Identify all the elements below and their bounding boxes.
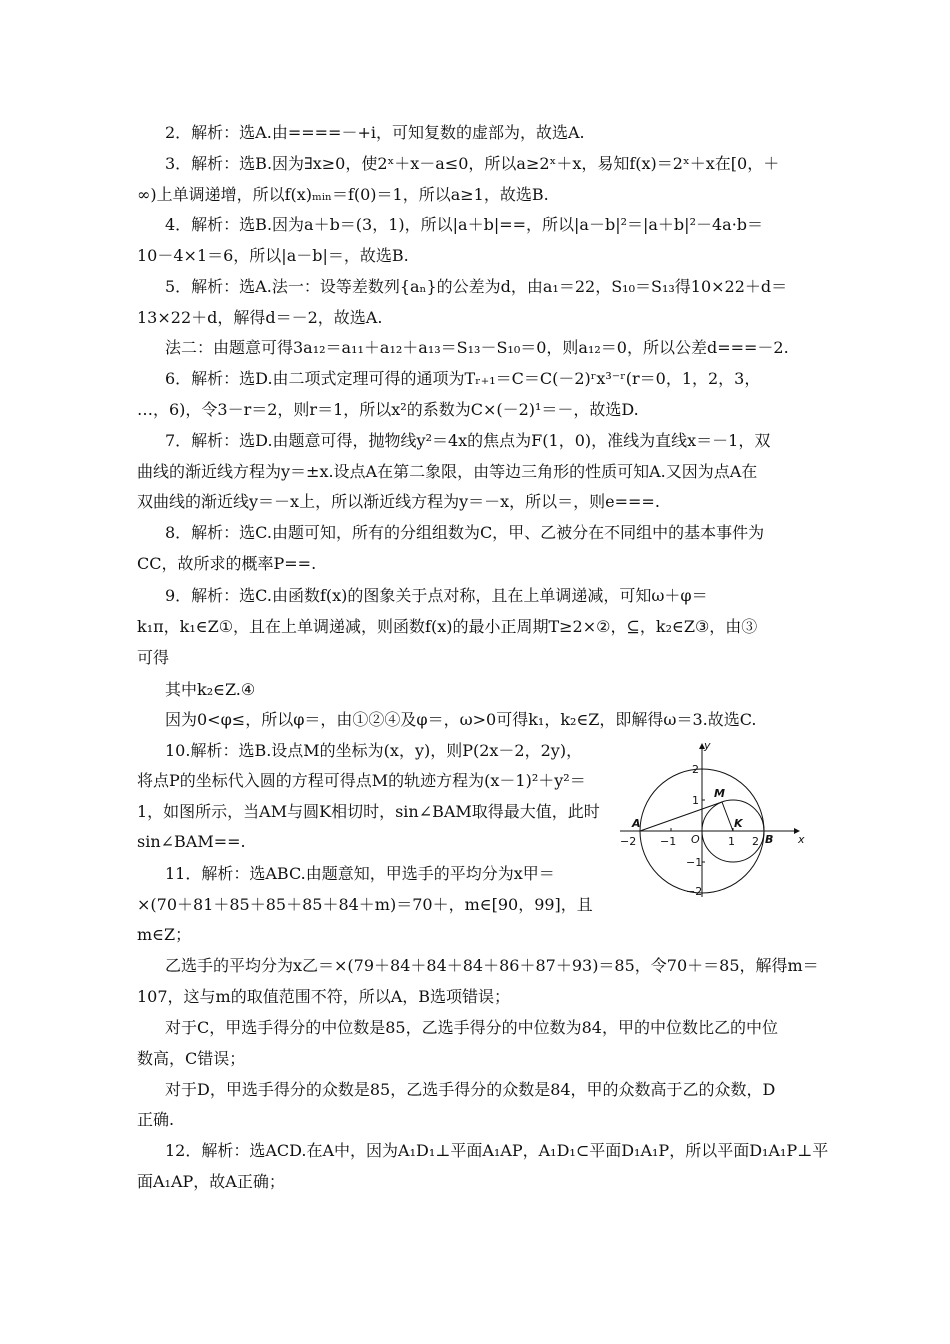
text-line: 5．解析：选A.法一：设等差数列{aₙ}的公差为d，由a₁＝22，S₁₀＝S₁₃得10×22＋d＝ xyxy=(165,277,788,296)
text-line: sin∠BAM==. xyxy=(137,832,246,851)
text-line: 数高，C错误； xyxy=(137,1049,246,1068)
text-line: ×(70＋81＋85＋85＋85＋84＋m)＝70＋，m∈[90，99]，且 xyxy=(137,895,593,914)
text-line: 11．解析：选ABC.由题意知，甲选手的平均分为x甲＝ xyxy=(165,864,555,883)
point-label-b: B xyxy=(765,833,774,846)
point-label-k: K xyxy=(734,817,743,830)
geometry-figure xyxy=(612,735,812,905)
text-line: 将点P的坐标代入圆的方程可得点M的轨迹方程为(x－1)²＋y²＝ xyxy=(137,771,586,790)
text-line: 8．解析：选C.由题可知，所有的分组组数为C，甲、乙被分在不同组中的基本事件为 xyxy=(165,523,765,542)
text-line: 6．解析：选D.由二项式定理可得的通项为Tᵣ₊₁＝C＝C(－2)ʳx³⁻ʳ(r＝0，1，2，3， xyxy=(165,369,761,388)
y-tick-label: −1 xyxy=(686,856,703,869)
text-line: …，6)，令3－r＝2，则r＝1，所以x²的系数为C×(－2)¹＝－，故选D. xyxy=(137,400,639,419)
text-line: 其中k₂∈Z.④ xyxy=(165,680,256,699)
text-line: 10.解析：选B.设点M的坐标为(x，y)，则P(2x－2，2y)， xyxy=(165,741,583,760)
text-line: 曲线的渐近线方程为y＝±x.设点A在第二象限，由等边三角形的性质可知A.又因为点A在 xyxy=(137,462,758,481)
text-line: 对于C，甲选手得分的中位数是85，乙选手得分的中位数为84，甲的中位数比乙的中位 xyxy=(165,1018,778,1037)
text-line: 10－4×1＝6，所以|a－b|＝，故选B. xyxy=(137,246,409,265)
text-line: m∈Z； xyxy=(137,925,192,944)
line-km xyxy=(722,802,733,831)
text-line: 面A₁AP，故A正确； xyxy=(137,1172,285,1191)
text-line: CC，故所求的概率P==. xyxy=(137,554,317,573)
text-line: 7．解析：选D.由题意可得，抛物线y²＝4x的焦点为F(1，0)，准线为直线x＝－1，双 xyxy=(165,431,771,450)
text-line: 法二：由题意可得3a₁₂＝a₁₁＋a₁₂＋a₁₃＝S₁₃－S₁₀＝0，则a₁₂＝0，所以公差d===－2. xyxy=(165,338,789,357)
text-line: 可得 xyxy=(137,648,170,667)
text-line: 4．解析：选B.因为a＋b＝(3，1)，所以|a＋b|==，所以|a－b|²＝|a＋b|²－4a·b＝ xyxy=(165,215,764,234)
text-line: 对于D，甲选手得分的众数是85，乙选手得分的众数是84，甲的众数高于乙的众数，D xyxy=(165,1080,776,1099)
text-line: k₁π，k₁∈Z①，且在上单调递减，则函数f(x)的最小正周期T≥2×②，⊆，k₂∈Z③，由③ xyxy=(137,617,758,636)
x-tick-label: 2 xyxy=(752,835,759,848)
text-line: 因为0<φ≤，所以φ＝，由①②④及φ＝，ω>0可得k₁，k₂∈Z，即解得ω＝3.故选C. xyxy=(165,710,757,729)
text-line: 12．解析：选ACD.在A中，因为A₁D₁⊥平面A₁AP，A₁D₁⊂平面D₁A₁P，所以平面D₁A₁P⊥平 xyxy=(165,1141,829,1160)
y-tick-label: 2 xyxy=(692,763,699,776)
text-line: 1，如图所示，当AM与圆K相切时，sin∠BAM取得最大值，此时 xyxy=(137,802,600,821)
x-tick-label: 1 xyxy=(728,835,735,848)
y-tick-label: 1 xyxy=(692,794,699,807)
point-label-m: M xyxy=(714,787,725,800)
point-label-a: A xyxy=(632,817,641,830)
x-tick-label: −1 xyxy=(660,835,677,848)
text-line: ∞)上单调递增，所以f(x)ₘᵢₙ＝f(0)＝1，所以a≥1，故选B. xyxy=(137,185,549,204)
origin-label: O xyxy=(691,833,700,846)
text-line: 107，这与m的取值范围不符，所以A，B选项错误； xyxy=(137,987,511,1006)
x-tick-label: −2 xyxy=(620,835,637,848)
y-tick-label: −2 xyxy=(686,885,703,898)
text-line: 9．解析：选C.由函数f(x)的图象关于点对称，且在上单调递减，可知ω＋φ＝ xyxy=(165,586,708,605)
text-line: 正确. xyxy=(137,1110,175,1129)
text-line: 2．解析：选A.由====－+i，可知复数的虚部为，故选A. xyxy=(165,123,585,142)
text-line: 双曲线的渐近线y＝－x上，所以渐近线方程为y＝－x，所以＝，则e===. xyxy=(137,492,660,511)
text-line: 3．解析：选B.因为∃x≥0，使2ˣ＋x－a≤0，所以a≥2ˣ＋x，易知f(x)＝2ˣ＋x在[0，＋ xyxy=(165,154,780,173)
axis-label-y: y xyxy=(704,739,711,752)
axis-label-x: x xyxy=(798,833,805,846)
text-line: 乙选手的平均分为x乙＝×(79＋84＋84＋84＋86＋87＋93)＝85，令70＋＝85，解得m＝ xyxy=(165,956,819,975)
text-line: 13×22＋d，解得d＝－2，故选A. xyxy=(137,308,383,327)
line-am xyxy=(640,802,722,831)
